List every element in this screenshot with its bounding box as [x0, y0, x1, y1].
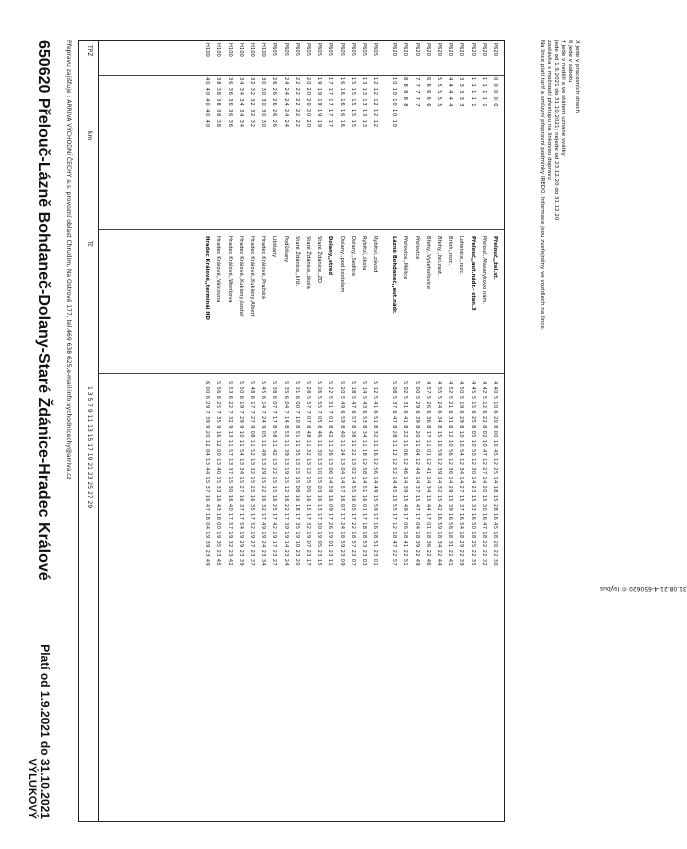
stop-name: Dolany,,pod kostelem: [338, 236, 345, 293]
table-row: [324, 41, 335, 821]
table-row: [268, 41, 279, 821]
footnote-line: jede od 1.9.2021 do 31.10.2021; nejede od 23.12.20 do 31.12.20: [553, 40, 559, 221]
departure-times: 4 52 5 21 6 31 8 12 10 56 12 36 14 29 15 39 16 56 18 31 22 41: [447, 381, 454, 566]
km-values: 22 22 22 22 22: [293, 77, 300, 128]
timetable-table: [78, 40, 505, 822]
stop-name: Břehy,,Vyšehořovice: [424, 236, 431, 290]
stop-name: Rybitví,,závod: [372, 236, 379, 273]
table-row: [347, 41, 358, 821]
stop-name: Břehy,,žel.zast.: [436, 236, 443, 276]
km-values: 8 8 8 8 8: [402, 77, 409, 108]
departure-times: 5 12 5 41 6 51 8 32 11 16 12 56 14 49 15 59 17 16 18 51 23 01: [372, 381, 379, 566]
km-values: 16 16 16 16 16: [338, 77, 345, 128]
table-row: [246, 41, 257, 821]
departure-times: 5 31 6 00 7 10 8 51 11 35 13 15 15 08 16 18 17 35 19 10 23 20: [293, 381, 300, 566]
departure-times: 5 48 6 17 7 27 9 08 11 52 13 32 15 25 16 35 17 52 19 27 23 37: [249, 381, 256, 566]
table-row: [411, 41, 422, 821]
km-values: 13 13 13 13 13: [360, 77, 367, 128]
km-values: 12 12 12 12 12: [372, 77, 379, 128]
table-row: [291, 41, 302, 821]
print-id: 31.08.21-4-650620 © Isybus: [600, 585, 687, 592]
header-tariff: TPZ: [86, 45, 93, 57]
departure-times: 5 08 5 37 6 47 8 28 11 12 12 52 14 45 15 55 17 12 18 47 22 57: [391, 381, 398, 566]
stop-name: Hradec Králové,,terminál HD: [204, 236, 211, 320]
tariff-zone: H100: [237, 43, 244, 57]
carrier-info: Přepravu zajišťuje : ARRIVA VÝCHODNÍ ČECHY a.s. provozní oblast Chrudim, Na Ostrově 177, tel.469 638 625,e-mail:info.vychodnicechy@arriva.cz: [65, 40, 72, 480]
stop-name: Dolany,,stred: [327, 236, 334, 276]
timetable-title: 650620 Přelouč-Lázně Bohdaneč-Dolany-Staré Ždánice-Hradec Králové: [35, 40, 52, 581]
stop-name: Hradec Králové,,Pražská: [260, 236, 267, 299]
tariff-zone: P620: [413, 43, 420, 57]
km-values: 40 40 40 40 40: [204, 77, 211, 128]
km-values: 19 19 19 19 19: [316, 77, 323, 128]
tariff-zone: P605: [360, 43, 367, 57]
km-values: 32 32 32 32 32: [249, 77, 256, 128]
table-row: [489, 41, 500, 821]
stop-name: Přelouč,,aut.nádr.- stan.3: [469, 236, 476, 311]
table-row: [444, 41, 455, 821]
tariff-zone: P605: [293, 43, 300, 57]
header-trip-numbers: 1 3 5 7 9 11 13 15 17 19 21 23 25 27 29: [86, 386, 93, 509]
footnotes: [538, 40, 580, 760]
tariff-zone: P620: [447, 43, 454, 57]
table-row: [466, 41, 477, 821]
departure-times: 4 40 5 10 6 20 8 00 10 45 12 25 14 18 15 28 16 45 18 20 22 30: [492, 381, 498, 566]
km-values: 24 24 24 24 24: [282, 77, 289, 128]
header-km: km: [86, 131, 93, 141]
km-values: 1 1 1 1 1: [469, 77, 476, 108]
departure-times: 5 22 5 51 7 01 8 42 11 26 13 06 14 59 16 09 17 26 19 01 23 11: [327, 381, 334, 566]
stop-name: Staré Ždánice,,ZD: [316, 236, 323, 284]
table-row: [224, 41, 235, 821]
tariff-zone: P605: [271, 43, 278, 57]
table-row: [335, 41, 346, 821]
km-values: 3 3 3 3 3: [458, 77, 465, 108]
tariff-zone: H100: [204, 43, 211, 57]
departure-times: 5 00 5 29 6 39 8 20 11 04 12 44 14 37 15 47 17 04 18 39 22 49: [413, 381, 420, 566]
header-stop: Tč: [86, 241, 93, 247]
row-gap: [380, 41, 388, 821]
tariff-zone: H100: [226, 43, 233, 57]
tariff-zone: P605: [349, 43, 356, 57]
departure-times: 4 42 5 12 6 22 8 02 10 47 12 27 14 20 15 30 16 47 18 22 22 32: [480, 381, 487, 566]
departure-times: 5 14 5 43 6 53 8 34 11 18 12 58 14 51 16 01 17 18 18 53 23 03: [360, 381, 367, 566]
status-label: VÝLUKOVÝ: [26, 758, 38, 819]
tariff-zone: P605: [316, 43, 323, 57]
departure-times: 5 26 5 55 7 05 8 46 11 30 13 10 15 03 16 13 17 30 19 05 23 15: [316, 381, 323, 566]
table-row: [433, 41, 444, 821]
table-row: [212, 41, 223, 821]
stop-name: Lohenice,,rozc.: [458, 236, 465, 275]
tariff-zone: P605: [327, 43, 334, 57]
table-row: [388, 41, 399, 821]
departure-times: 5 18 5 47 6 57 8 38 11 22 13 02 14 55 16 05 17 22 18 57 23 07: [349, 381, 356, 566]
tariff-zone: P605: [305, 43, 311, 57]
km-values: 20 20 20 20 20: [305, 77, 311, 128]
stop-name: Libišany: [271, 236, 278, 258]
km-values: 15 15 15 15 15: [349, 77, 356, 128]
tariff-zone: P620: [424, 43, 431, 57]
departure-times: 5 38 6 07 7 17 8 58 11 42 13 22 15 15 16 25 17 42 19 17 23 27: [271, 381, 278, 566]
departure-times: 5 35 6 04 7 14 8 55 11 39 13 19 15 12 16 22 17 39 19 14 23 24: [282, 381, 289, 566]
table-row: [358, 41, 369, 821]
stop-name: Přelouč,,Masarykovo nám.: [480, 236, 487, 305]
footnote-line: X jede v pracovních dnech: [574, 40, 580, 113]
stop-name: Přelovice,,Mělice: [402, 236, 409, 280]
tariff-zone: H100: [260, 43, 267, 57]
km-values: 4 4 4 4 4: [447, 77, 454, 108]
table-row: [478, 41, 489, 821]
stop-name: Podůlšany: [282, 236, 289, 263]
table-row: [302, 41, 313, 821]
departure-times: 4 45 5 15 6 25 8 05 10 50 12 30 14 23 15 33 16 50 18 25 22 35: [469, 381, 476, 566]
stop-name: Hradec Králové,,Válcovna: [215, 236, 222, 303]
km-values: 0 0 0 0 0: [492, 77, 498, 108]
stop-name: Staré Ždánice,,škola: [305, 236, 311, 289]
km-values: 7 7 7 7 7: [413, 77, 420, 108]
departure-times: 5 28 5 57 7 07 8 48 11 32 13 12 15 05 16 15 17 32 19 07 23 17: [305, 381, 311, 566]
table-row: [235, 41, 246, 821]
table-row: [279, 41, 290, 821]
tariff-zone: P620: [458, 43, 465, 57]
departure-times: 5 02 5 31 6 41 8 22 11 06 12 46 14 39 15 49 17 06 18 41 22 51: [402, 381, 409, 566]
tariff-zone: P605: [338, 43, 345, 57]
validity-block: [26, 644, 52, 819]
footnote-line: † jede v neděli a ve státem uznané svátky: [560, 40, 566, 156]
departure-times: 4 50 5 19 6 29 8 10 10 54 12 34 14 27 15 37 16 54 18 29 22 39: [458, 381, 465, 566]
table-row: [313, 41, 324, 821]
departure-times: 5 20 5 49 6 59 8 40 11 24 13 04 14 57 16 07 17 24 18 59 23 09: [338, 381, 345, 566]
departure-times: 4 55 5 24 6 34 8 15 10 59 12 39 14 32 15 42 16 59 18 34 22 44: [436, 381, 443, 566]
footnote-line: 6 jede v sobotu: [567, 40, 573, 83]
departure-times: 5 45 6 14 7 24 9 05 11 49 13 29 15 22 16 32 17 49 19 24 23 34: [260, 381, 267, 566]
stop-name: Dolany,,Sedlice: [349, 236, 356, 277]
table-row: [399, 41, 410, 821]
km-values: 5 5 5 5 5: [436, 77, 443, 108]
km-values: 6 6 6 6 6: [424, 77, 431, 108]
tariff-zone: P620: [480, 43, 487, 57]
stop-name: Hradec Králové,,Kukleny,Albert: [249, 236, 256, 317]
tariff-zone: P620: [492, 43, 498, 57]
table-row: [201, 41, 212, 821]
tariff-zone: P620: [436, 43, 443, 57]
km-values: 26 26 26 26 26: [271, 77, 278, 128]
stop-name: Přelovice: [413, 236, 420, 260]
km-values: 36 36 36 36 36: [226, 77, 233, 128]
km-values: 1 1 1 1 1: [480, 77, 487, 108]
tariff-zone: P620: [391, 43, 398, 57]
km-values: 17 17 17 17 17: [327, 77, 334, 128]
table-header: [78, 41, 99, 821]
validity-dates: Platí od 1.9.2021 do 31.10.2021: [38, 644, 52, 819]
departure-times: 5 50 6 19 7 29 9 10 11 54 13 34 15 27 16 37 17 54 19 29 23 39: [237, 381, 244, 566]
departure-times: 5 53 6 22 7 32 9 13 11 57 13 37 15 30 16 40 17 57 19 32 23 42: [226, 381, 233, 566]
km-values: 34 34 34 34 34: [237, 77, 244, 128]
footnote-line: Na lince platí tarif a smluvní přepravní podmínky IREDO. Informace jsou zveřejněny ve vozidlech na lince.: [539, 40, 545, 331]
departure-times: 6 00 6 29 7 39 9 20 12 04 13 44 15 37 16 47 18 04 19 39 23 49: [204, 381, 211, 566]
km-values: 10 10 10 10 10: [391, 77, 398, 128]
tariff-zone: P605: [282, 43, 289, 57]
table-row: [369, 41, 380, 821]
tariff-zone: P620: [402, 43, 409, 57]
footnote-line: zastávka s možností přestupu na linkovou dopravu: [546, 40, 552, 180]
stop-name: Hradec Králové,,Wonkova: [226, 236, 233, 303]
table-row: [257, 41, 268, 821]
stop-name: Rybitví,,škola: [360, 236, 367, 271]
tariff-zone: H100: [215, 43, 222, 57]
tariff-zone: H100: [249, 43, 256, 57]
table-row: [455, 41, 466, 821]
km-values: 30 30 30 30 30: [260, 77, 267, 128]
departure-times: 5 56 6 25 7 35 9 16 12 00 13 40 15 33 16 43 18 00 19 35 23 45: [215, 381, 222, 566]
departure-times: 4 57 5 26 6 36 8 17 11 01 12 41 14 34 15 44 17 01 18 36 22 46: [424, 381, 431, 566]
stop-name: Lázně Bohdaneč,,aut.nádr.: [391, 236, 398, 314]
km-values: 38 38 38 38 38: [215, 77, 222, 128]
stop-name: Staré Ždánice,,křiž.: [293, 236, 300, 287]
stop-rows: [201, 41, 500, 821]
tariff-zone: P620: [469, 43, 476, 57]
stop-name: Přelouč,,žel.st.: [492, 236, 498, 280]
stop-name: Brloh,,rozc.: [447, 236, 454, 266]
table-row: [422, 41, 433, 821]
tariff-zone: P605: [372, 43, 379, 57]
stop-name: Hradec Králové,,Kukleny,kostel: [237, 236, 244, 317]
